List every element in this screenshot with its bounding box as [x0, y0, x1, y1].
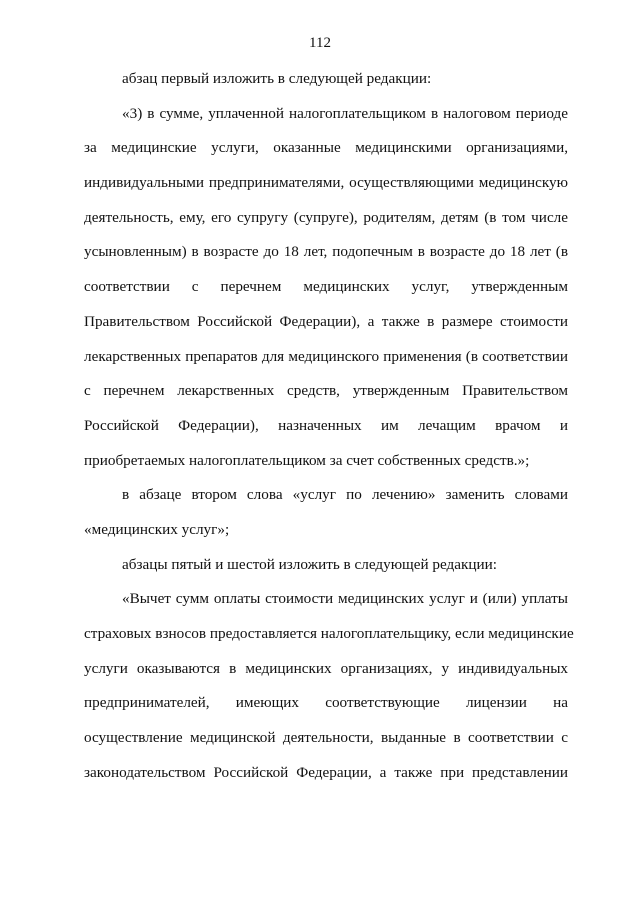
- text-line: «медицинских услуг»;: [84, 520, 230, 538]
- text-line: лекарственных препаратов для медицинского применения (в соответствии: [84, 347, 568, 365]
- text-line: Правительством Российской Федерации), а также в размере стоимости: [84, 312, 568, 330]
- text-line: страховых взносов предоставляется налогоплательщику, если медицинские: [84, 625, 574, 642]
- text-line: предпринимателей, имеющих соответствующие лицензии на: [84, 694, 568, 712]
- text-line: приобретаемых налогоплательщиком за счет собственных средств.»;: [84, 451, 530, 469]
- document-body: [84, 62, 574, 790]
- text-line: осуществление медицинской деятельности, выданные в соответствии с: [84, 729, 568, 747]
- text-line: усыновленным) в возрасте до 18 лет, подопечным в возрасте до 18 лет (в: [84, 243, 568, 261]
- text-line: в абзаце втором слова «услуг по лечению» заменить словами: [122, 486, 568, 504]
- text-line: индивидуальными предпринимателями, осуществляющими медицинскую: [84, 174, 568, 192]
- page-number: 112: [309, 35, 331, 51]
- text-line: «3) в сумме, уплаченной налогоплательщиком в налоговом периоде: [122, 104, 568, 122]
- text-line: абзацы пятый и шестой изложить в следующей редакции:: [122, 555, 497, 573]
- text-line: абзац первый изложить в следующей редакции:: [122, 70, 432, 87]
- text-line: «Вычет сумм оплаты стоимости медицинских услуг и (или) уплаты: [122, 590, 568, 608]
- text-line: за медицинские услуги, оказанные медицинскими организациями,: [84, 139, 568, 157]
- text-line: услуги оказываются в медицинских организациях, у индивидуальных: [84, 659, 568, 677]
- text-line: Российской Федерации), назначенных им лечащим врачом и: [84, 416, 568, 434]
- text-line: деятельность, ему, его супругу (супруге), родителям, детям (в том числе: [84, 208, 568, 226]
- text-line: с перечнем лекарственных средств, утвержденным Правительством: [84, 382, 568, 400]
- text-line: соответствии с перечнем медицинских услуг, утвержденным: [84, 278, 568, 296]
- text-line: законодательством Российской Федерации, а также при представлении: [84, 763, 568, 781]
